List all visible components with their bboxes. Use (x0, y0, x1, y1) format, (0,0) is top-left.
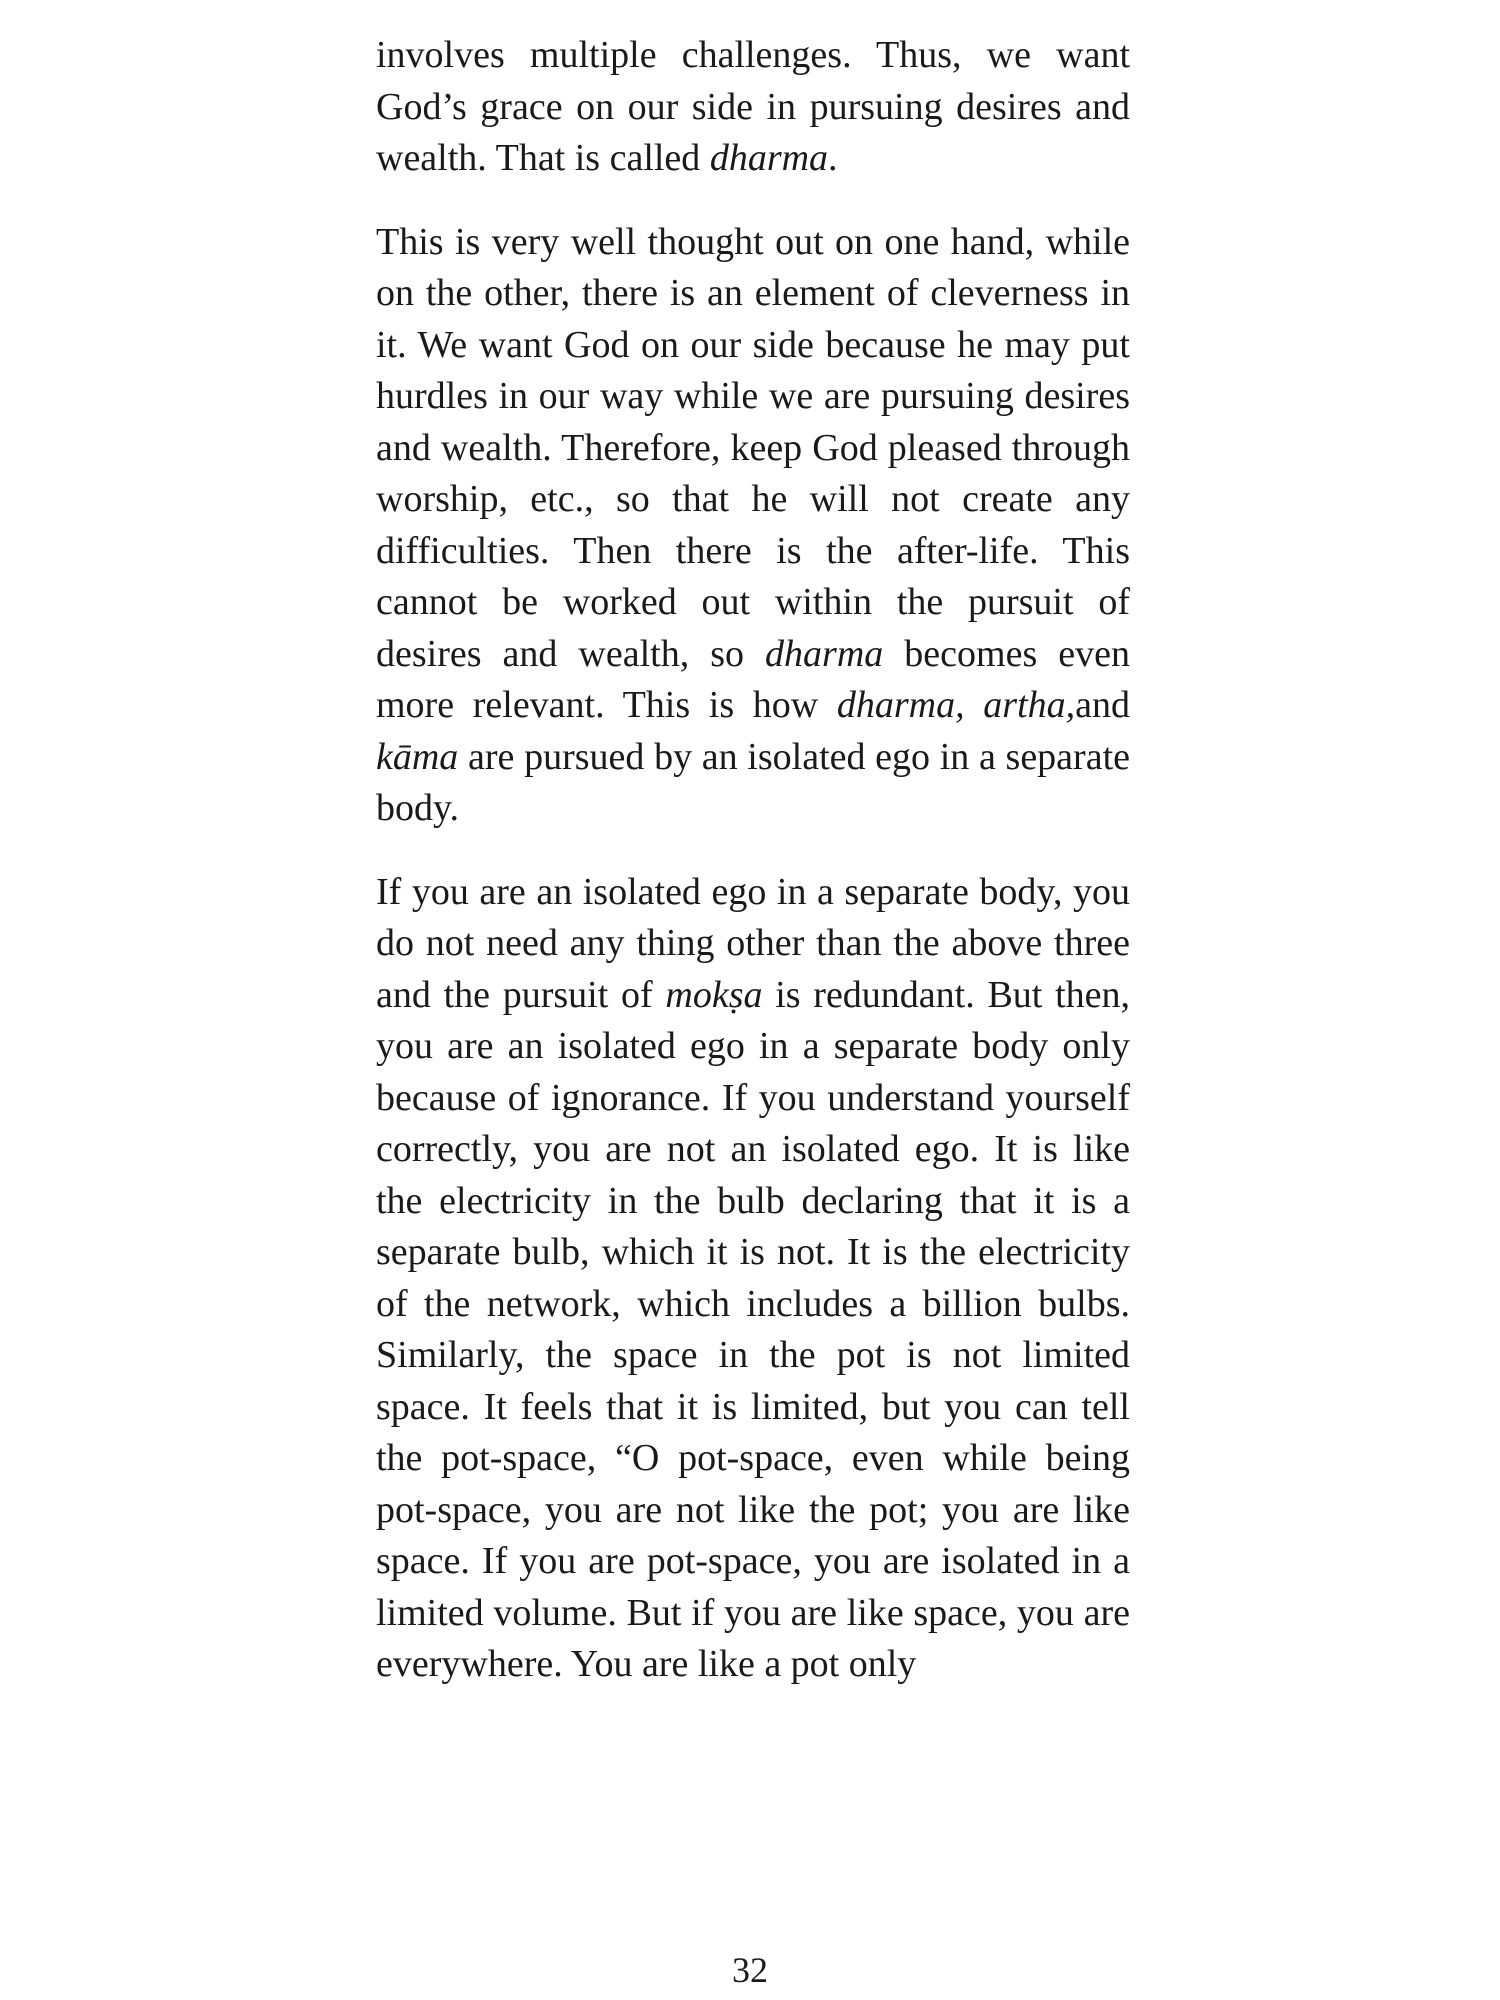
paragraph-2-text-1: This is very well thought out on one hand, while on the other, there is an element of cleverness in it. We want God on our side because he may put hurdles in our way while we are pursuing desires and wealth. Therefore, keep God pleased through worship, etc., so that he will not create any difficulties. Then there is the after-life. This cannot be worked out within the pursuit of desires and wealth, so (376, 220, 1130, 675)
paragraph-2-italic-dharma: dharma (765, 632, 884, 675)
paragraph-2 (376, 217, 1130, 835)
paragraph-3 (376, 867, 1130, 1691)
paragraph-2-italic-kama: kāma (376, 735, 459, 778)
paragraph-3-italic-moksa: mokṣa (665, 973, 763, 1016)
page-body (376, 30, 1130, 1691)
paragraph-2-text-2: becomes even more relevant. This is how (376, 632, 1130, 726)
paragraph-1-text-1: involves multiple challenges. Thus, we want God’s grace on our side in pursuing desires and wealth. That is called (376, 34, 1130, 179)
paragraph-3-text-2: is redundant. But then, you are an isolated ego in a separate body only because of ignorance. If you understand yourself correctly, you are not an isolated ego. It is like the electricity in the bulb declaring that it is a separate bulb, which it is not. It is the electricity of the network, which includes a billion bulbs. Similarly, the space in the pot is not limited space. It feels that it is limited, but you can tell the pot-space, “O pot-space, even while being pot-space, you are not like the pot; you are like space. If you are pot-space, you are isolated in a limited volume. But if you are like space, you are everywhere. You are like a pot only (376, 973, 1130, 1685)
paragraph-2-text-3: and (1075, 684, 1130, 726)
paragraph-3-text-1: If you are an isolated ego in a separate body, you do not need any thing other than the above three and the pursuit of (376, 870, 1130, 1016)
page-number: 32 (732, 1950, 768, 1990)
paragraph-1 (376, 30, 1130, 185)
paragraph-1-text-2: . (828, 137, 838, 179)
paragraph-1-italic-dharma: dharma (709, 137, 829, 179)
paragraph-2-italic-dharma-artha: dharma, artha, (836, 684, 1076, 726)
paragraph-2-text-4: are pursued by an isolated ego in a separate body. (376, 735, 1130, 829)
